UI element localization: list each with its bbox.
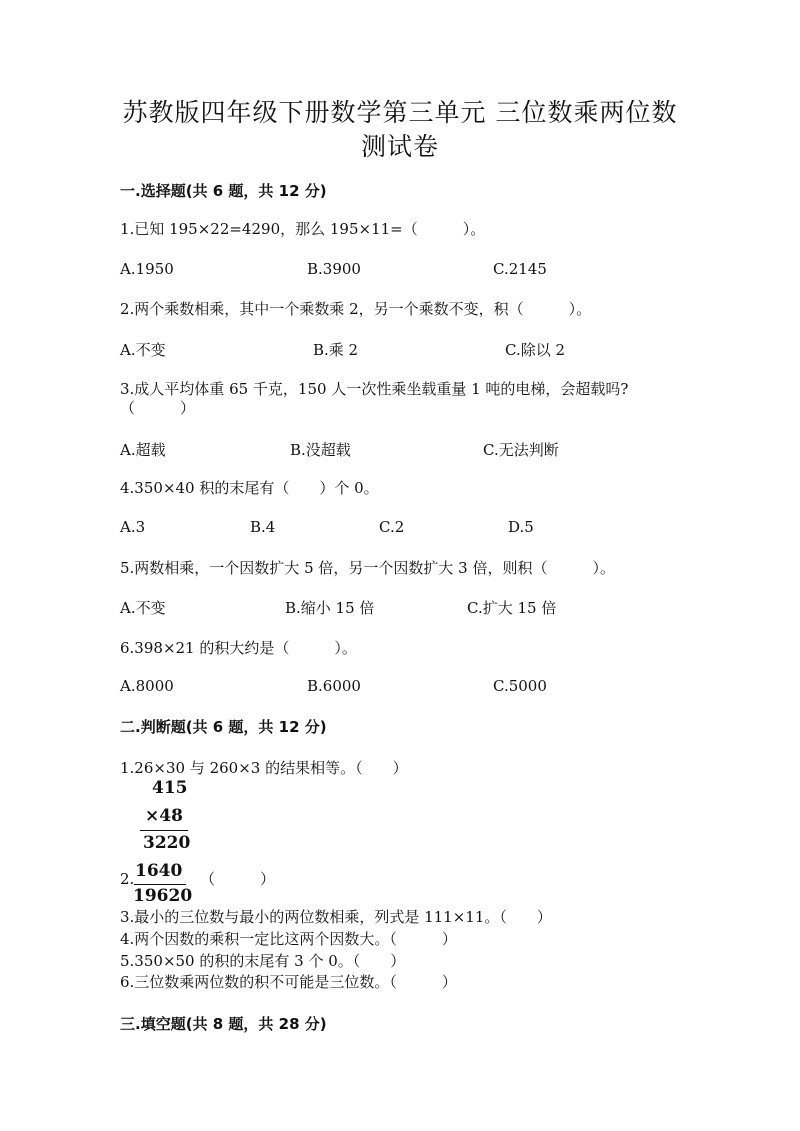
- calc-multiplicand: 415: [152, 778, 188, 798]
- title-line-1: 苏教版四年级下册数学第三单元 三位数乘两位数: [122, 98, 678, 127]
- section-heading-judgement: 二.判断题(共 6 题，共 12 分): [120, 718, 327, 736]
- section-heading-fill: 三.填空题(共 8 题，共 28 分): [120, 1015, 327, 1033]
- title-line-2: 测试卷: [360, 132, 439, 161]
- section-heading-choice: 一.选择题(共 6 题，共 12 分): [120, 182, 327, 200]
- choice-question-5: 5.两数相乘，一个因数扩大 5 倍，另一个因数扩大 3 倍，则积（ ）。: [120, 559, 615, 577]
- judge-question-1: 1.26×30 与 260×3 的结果相等。（ ）: [120, 759, 408, 777]
- choice-q1-option-a: A.1950: [120, 260, 174, 278]
- judge-question-3: 3.最小的三位数与最小的两位数相乘，列式是 111×11。（ ）: [120, 908, 552, 926]
- choice-question-1: 1.已知 195×22=4290，那么 195×11=（ ）。: [120, 220, 486, 238]
- choice-q6-option-c: C.5000: [493, 677, 547, 695]
- judge-question-4: 4.两个因数的乘积一定比这两个因数大。（ ）: [120, 930, 457, 948]
- choice-q3-option-b: B.没超载: [290, 441, 351, 459]
- choice-q5-option-a: A.不变: [120, 599, 166, 617]
- choice-q6-option-b: B.6000: [307, 677, 361, 695]
- choice-q5-option-c: C.扩大 15 倍: [467, 599, 557, 617]
- choice-question-3-blank: （ ）: [120, 399, 196, 417]
- calc-line-1: [140, 830, 188, 831]
- calc-multiplier: ×48: [145, 806, 183, 826]
- judge-question-6: 6.三位数乘两位数的积不可能是三位数。（ ）: [120, 973, 457, 991]
- choice-q4-option-c: C.2: [379, 518, 405, 536]
- judge-question-5: 5.350×50 的积的末尾有 3 个 0。（ ）: [120, 952, 406, 970]
- choice-q6-option-a: A.8000: [120, 677, 174, 695]
- choice-q1-option-c: C.2145: [493, 260, 547, 278]
- choice-q4-option-a: A.3: [120, 518, 146, 536]
- document-title: [0, 96, 800, 164]
- choice-q3-option-c: C.无法判断: [483, 441, 559, 459]
- choice-q4-option-b: B.4: [250, 518, 276, 536]
- choice-q5-option-b: B.缩小 15 倍: [285, 599, 375, 617]
- choice-q2-option-c: C.除以 2: [505, 341, 566, 359]
- calc-partial-product-2: 1640: [135, 861, 183, 881]
- calc-line-2: [134, 884, 186, 885]
- choice-q2-option-a: A.不变: [120, 341, 166, 359]
- choice-question-2: 2.两个乘数相乘，其中一个乘数乘 2，另一个乘数不变，积（ ）。: [120, 300, 592, 318]
- choice-question-4: 4.350×40 积的末尾有（ ）个 0。: [120, 479, 379, 497]
- judge-question-2-number: 2.: [120, 870, 135, 888]
- choice-q2-option-b: B.乘 2: [313, 341, 359, 359]
- choice-q4-option-d: D.5: [508, 518, 534, 536]
- calc-partial-product-1: 3220: [143, 833, 191, 853]
- choice-q3-option-a: A.超载: [120, 441, 166, 459]
- choice-question-6: 6.398×21 的积大约是（ ）。: [120, 639, 357, 657]
- choice-q1-option-b: B.3900: [307, 260, 361, 278]
- calc-result: 19620: [133, 886, 193, 906]
- choice-question-3: 3.成人平均体重 65 千克，150 人一次性乘坐载重量 1 吨的电梯，会超载吗?: [120, 380, 629, 398]
- judge-question-2-blank: （ ）: [200, 870, 276, 888]
